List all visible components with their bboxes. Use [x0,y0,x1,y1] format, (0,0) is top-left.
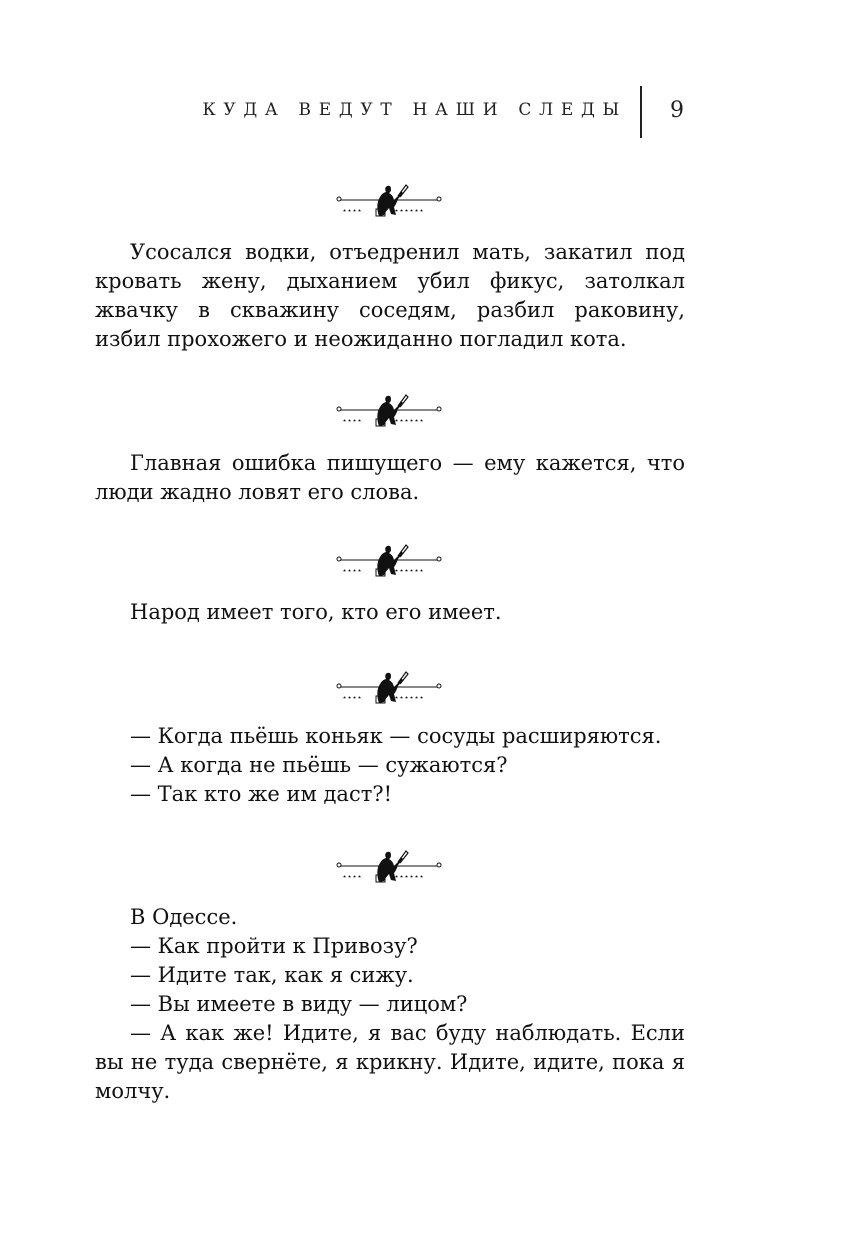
dialogue-line: — Так кто же им даст?! [130,782,393,806]
entry-line: Народ имеет того, кто его имеет. [130,600,502,624]
svg-text:⋆⋆⋆⋆: ⋆⋆⋆⋆ [342,206,363,215]
fisherman-ornament-icon [334,183,444,223]
dialogue-paragraph: — А как же! Идите, я вас буду наблюдать. Если вы не туда свернёте, я крикну. Идите, идите, пока я молчу. [95,1021,685,1103]
svg-text:⋆⋆⋆⋆⋆⋆: ⋆⋆⋆⋆⋆⋆ [394,206,425,215]
svg-text:⋆⋆⋆⋆⋆⋆: ⋆⋆⋆⋆⋆⋆ [394,872,425,881]
dialogue-line: — А когда не пьёшь — сужаются? [130,753,508,777]
svg-text:⋆⋆⋆⋆⋆⋆: ⋆⋆⋆⋆⋆⋆ [394,566,425,575]
dialogue-line: — Когда пьёшь коньяк — сосуды расширяются. [130,724,662,748]
page-number: 9 [670,98,684,123]
entry-paragraph: Главная ошибка пишущего — ему кажется, что люди жадно ловят его слова. [95,451,685,504]
dialogue-intro: В Одессе. [130,905,238,929]
header-divider [640,86,642,138]
dialogue-line: — Вы имеете в виду — лицом? [130,992,468,1016]
dialogue-line: — Идите так, как я сижу. [130,963,414,987]
fisherman-ornament-icon [334,849,444,889]
fisherman-ornament-icon [334,543,444,583]
svg-text:⋆⋆⋆⋆: ⋆⋆⋆⋆ [342,872,363,881]
svg-text:⋆⋆⋆⋆⋆⋆: ⋆⋆⋆⋆⋆⋆ [394,416,425,425]
svg-text:⋆⋆⋆⋆: ⋆⋆⋆⋆ [342,693,363,702]
dialogue-line: — Как пройти к Привозу? [130,934,418,958]
entry-paragraph: Усосался водки, отъедренил мать, закатил под кровать жену, дыханием убил фикус, затолкал жвачку в скважину соседям, разбил раковину, избил прохожего и неожиданно погладил кота. [95,240,685,351]
running-head: КУДА ВЕДУТ НАШИ СЛЕДЫ [202,100,627,120]
svg-text:⋆⋆⋆⋆⋆⋆: ⋆⋆⋆⋆⋆⋆ [394,693,425,702]
fisherman-ornament-icon [334,393,444,433]
svg-text:⋆⋆⋆⋆: ⋆⋆⋆⋆ [342,416,363,425]
svg-text:⋆⋆⋆⋆: ⋆⋆⋆⋆ [342,566,363,575]
fisherman-ornament-icon [334,670,444,710]
